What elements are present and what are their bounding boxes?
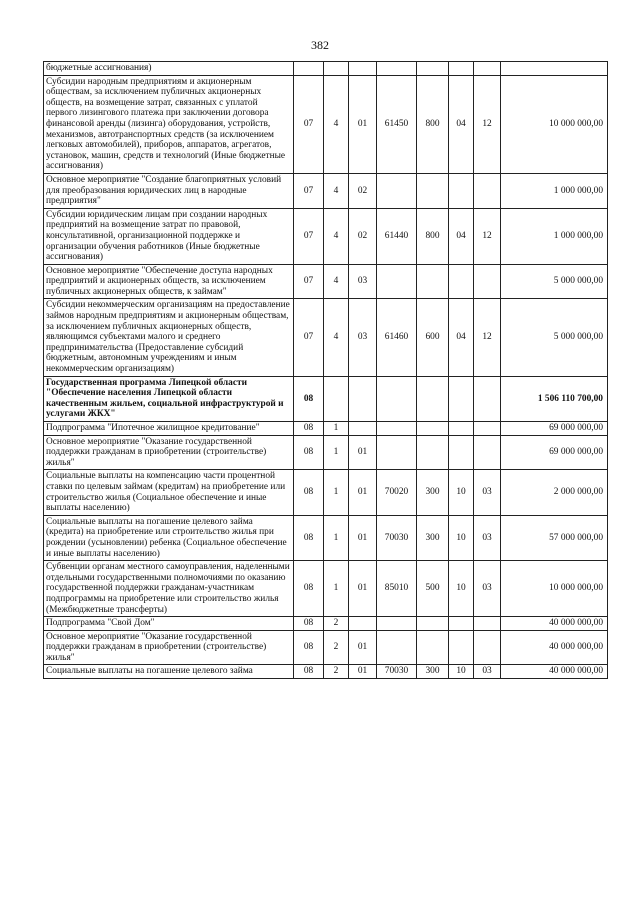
direction-code: 61440 — [377, 208, 417, 264]
program-code: 08 — [294, 630, 324, 665]
expense-type-code — [417, 376, 449, 421]
program-code: 08 — [294, 515, 324, 560]
subprogram-code: 2 — [324, 630, 349, 665]
expense-type-code — [417, 630, 449, 665]
program-code: 07 — [294, 75, 324, 173]
program-code: 07 — [294, 299, 324, 376]
subprogram-code: 4 — [324, 75, 349, 173]
row-name: Субвенции органам местного самоуправления, наделенными отдельными государственными полномочиями по оказанию государственной поддержки гражданам-участникам подпрограммы на приобретение или строительство жилья (Межбюджетные трансферты) — [44, 561, 294, 617]
expense-type-code — [417, 422, 449, 436]
direction-code: 70020 — [377, 470, 417, 515]
direction-code — [377, 62, 417, 76]
section-code — [449, 62, 474, 76]
activity-code: 03 — [349, 264, 377, 299]
budget-table — [43, 61, 608, 679]
amount: 5 000 000,00 — [501, 264, 608, 299]
direction-code — [377, 376, 417, 421]
subprogram-code: 1 — [324, 435, 349, 470]
expense-type-code: 300 — [417, 515, 449, 560]
direction-code — [377, 173, 417, 208]
expense-type-code: 500 — [417, 561, 449, 617]
expense-type-code — [417, 62, 449, 76]
section-code — [449, 422, 474, 436]
program-code — [294, 62, 324, 76]
activity-code — [349, 422, 377, 436]
row-name: Социальные выплаты на погашение целевого займа (кредита) на приобретение или строительство жилья при рождении (усыновлении) ребенка (Социальное обеспечение и иные выплаты населению) — [44, 515, 294, 560]
table-row — [44, 62, 608, 76]
section-code: 10 — [449, 561, 474, 617]
direction-code — [377, 264, 417, 299]
subsection-code: 12 — [474, 299, 501, 376]
activity-code — [349, 617, 377, 631]
direction-code: 61450 — [377, 75, 417, 173]
activity-code: 01 — [349, 561, 377, 617]
activity-code: 02 — [349, 208, 377, 264]
expense-type-code: 600 — [417, 299, 449, 376]
activity-code: 01 — [349, 665, 377, 679]
section-code: 10 — [449, 515, 474, 560]
subprogram-code: 1 — [324, 515, 349, 560]
program-code: 08 — [294, 376, 324, 421]
subprogram-code: 2 — [324, 617, 349, 631]
row-name: Основное мероприятие "Создание благоприятных условий для преобразования юридических лиц в народные предприятия" — [44, 173, 294, 208]
amount: 40 000 000,00 — [501, 630, 608, 665]
section-code — [449, 264, 474, 299]
table-body — [44, 62, 608, 679]
section-code: 04 — [449, 75, 474, 173]
program-code: 08 — [294, 422, 324, 436]
table-row — [44, 376, 608, 421]
section-code — [449, 617, 474, 631]
page-number: 382 — [311, 38, 329, 52]
subprogram-code: 4 — [324, 264, 349, 299]
expense-type-code — [417, 264, 449, 299]
amount: 1 000 000,00 — [501, 208, 608, 264]
row-name: Подпрограмма "Свой Дом" — [44, 617, 294, 631]
activity-code: 01 — [349, 515, 377, 560]
subprogram-code: 1 — [324, 422, 349, 436]
expense-type-code — [417, 435, 449, 470]
expense-type-code: 300 — [417, 665, 449, 679]
amount: 69 000 000,00 — [501, 422, 608, 436]
direction-code — [377, 617, 417, 631]
subprogram-code: 4 — [324, 173, 349, 208]
expense-type-code — [417, 173, 449, 208]
amount — [501, 62, 608, 76]
amount: 1 000 000,00 — [501, 173, 608, 208]
direction-code: 70030 — [377, 665, 417, 679]
activity-code: 02 — [349, 173, 377, 208]
table-row — [44, 422, 608, 436]
row-name: Государственная программа Липецкой области "Обеспечение населения Липецкой области качественным жильем, социальной инфраструктурой и услугами ЖКХ" — [44, 376, 294, 421]
direction-code: 85010 — [377, 561, 417, 617]
program-code: 07 — [294, 173, 324, 208]
subsection-code: 03 — [474, 470, 501, 515]
direction-code: 70030 — [377, 515, 417, 560]
subprogram-code: 4 — [324, 208, 349, 264]
program-code: 07 — [294, 208, 324, 264]
subsection-code — [474, 617, 501, 631]
activity-code: 01 — [349, 630, 377, 665]
table-row — [44, 515, 608, 560]
section-code: 10 — [449, 665, 474, 679]
subsection-code — [474, 62, 501, 76]
subsection-code — [474, 422, 501, 436]
table-row — [44, 665, 608, 679]
activity-code: 01 — [349, 75, 377, 173]
amount: 2 000 000,00 — [501, 470, 608, 515]
expense-type-code — [417, 617, 449, 631]
subsection-code — [474, 630, 501, 665]
subprogram-code — [324, 376, 349, 421]
amount: 5 000 000,00 — [501, 299, 608, 376]
subprogram-code — [324, 62, 349, 76]
amount: 40 000 000,00 — [501, 665, 608, 679]
row-name: Субсидии некоммерческим организациям на предоставление займов народным предприятиям и акционерным обществам, за исключением публичных акционерных обществ, являющимся субъектами малого и среднего предпринимательства (Предоставление субсидий бюджетным, автономным учреждениям и иным некоммерческим организациям) — [44, 299, 294, 376]
table-row — [44, 561, 608, 617]
section-code: 04 — [449, 299, 474, 376]
section-code: 10 — [449, 470, 474, 515]
table-row — [44, 208, 608, 264]
amount: 10 000 000,00 — [501, 75, 608, 173]
amount: 57 000 000,00 — [501, 515, 608, 560]
table-row — [44, 173, 608, 208]
activity-code: 01 — [349, 435, 377, 470]
section-code — [449, 376, 474, 421]
activity-code — [349, 376, 377, 421]
row-name: Основное мероприятие "Обеспечение доступа народных предприятий и акционерных обществ, за исключением публичных акционерных обществ, к займам" — [44, 264, 294, 299]
table-row — [44, 435, 608, 470]
program-code: 08 — [294, 561, 324, 617]
subsection-code — [474, 173, 501, 208]
direction-code: 61460 — [377, 299, 417, 376]
subsection-code: 12 — [474, 75, 501, 173]
expense-type-code: 800 — [417, 208, 449, 264]
table-row — [44, 264, 608, 299]
direction-code — [377, 422, 417, 436]
program-code: 08 — [294, 435, 324, 470]
row-name: Социальные выплаты на компенсацию части процентной ставки по целевым займам (кредитам) на приобретение или строительство жилья (Социальное обеспечение и иные выплаты населению) — [44, 470, 294, 515]
subsection-code: 03 — [474, 665, 501, 679]
row-name: Субсидии народным предприятиям и акционерным обществам, за исключением публичных акционерных обществ, на возмещение затрат, связанных с уплатой первого лизингового платежа при заключении договора финансовой аренды (лизинга) оборудования, устройств, механизмов, автотранспортных средств (за исключением легковых автомобилей), приборов, аппаратов, агрегатов, установок, машин, средств и технологий (Иные бюджетные ассигнования) — [44, 75, 294, 173]
section-code — [449, 173, 474, 208]
table-row — [44, 617, 608, 631]
section-code: 04 — [449, 208, 474, 264]
row-name: Основное мероприятие "Оказание государственной поддержки гражданам в приобретении (строительстве) жилья" — [44, 435, 294, 470]
subsection-code — [474, 376, 501, 421]
amount: 69 000 000,00 — [501, 435, 608, 470]
subprogram-code: 1 — [324, 470, 349, 515]
direction-code — [377, 630, 417, 665]
row-name: Подпрограмма "Ипотечное жилищное кредитование" — [44, 422, 294, 436]
subsection-code — [474, 435, 501, 470]
program-code: 08 — [294, 470, 324, 515]
row-name: Основное мероприятие "Оказание государственной поддержки гражданам в приобретении (строительстве) жилья" — [44, 630, 294, 665]
section-code — [449, 630, 474, 665]
row-name: Социальные выплаты на погашение целевого займа — [44, 665, 294, 679]
table-row — [44, 470, 608, 515]
expense-type-code: 300 — [417, 470, 449, 515]
program-code: 08 — [294, 617, 324, 631]
subprogram-code: 4 — [324, 299, 349, 376]
subprogram-code: 1 — [324, 561, 349, 617]
section-code — [449, 435, 474, 470]
amount: 1 506 110 700,00 — [501, 376, 608, 421]
table-row — [44, 299, 608, 376]
subsection-code: 03 — [474, 561, 501, 617]
activity-code — [349, 62, 377, 76]
program-code: 07 — [294, 264, 324, 299]
row-name: бюджетные ассигнования) — [44, 62, 294, 76]
subsection-code: 03 — [474, 515, 501, 560]
expense-type-code: 800 — [417, 75, 449, 173]
subsection-code: 12 — [474, 208, 501, 264]
activity-code: 03 — [349, 299, 377, 376]
table-row — [44, 630, 608, 665]
table-row — [44, 75, 608, 173]
amount: 40 000 000,00 — [501, 617, 608, 631]
subprogram-code: 2 — [324, 665, 349, 679]
row-name: Субсидии юридическим лицам при создании народных предприятий на возмещение затрат по правовой, консультативной, организационной поддержке и организации обучения работников (Иные бюджетные ассигнования) — [44, 208, 294, 264]
program-code: 08 — [294, 665, 324, 679]
subsection-code — [474, 264, 501, 299]
amount: 10 000 000,00 — [501, 561, 608, 617]
direction-code — [377, 435, 417, 470]
activity-code: 01 — [349, 470, 377, 515]
